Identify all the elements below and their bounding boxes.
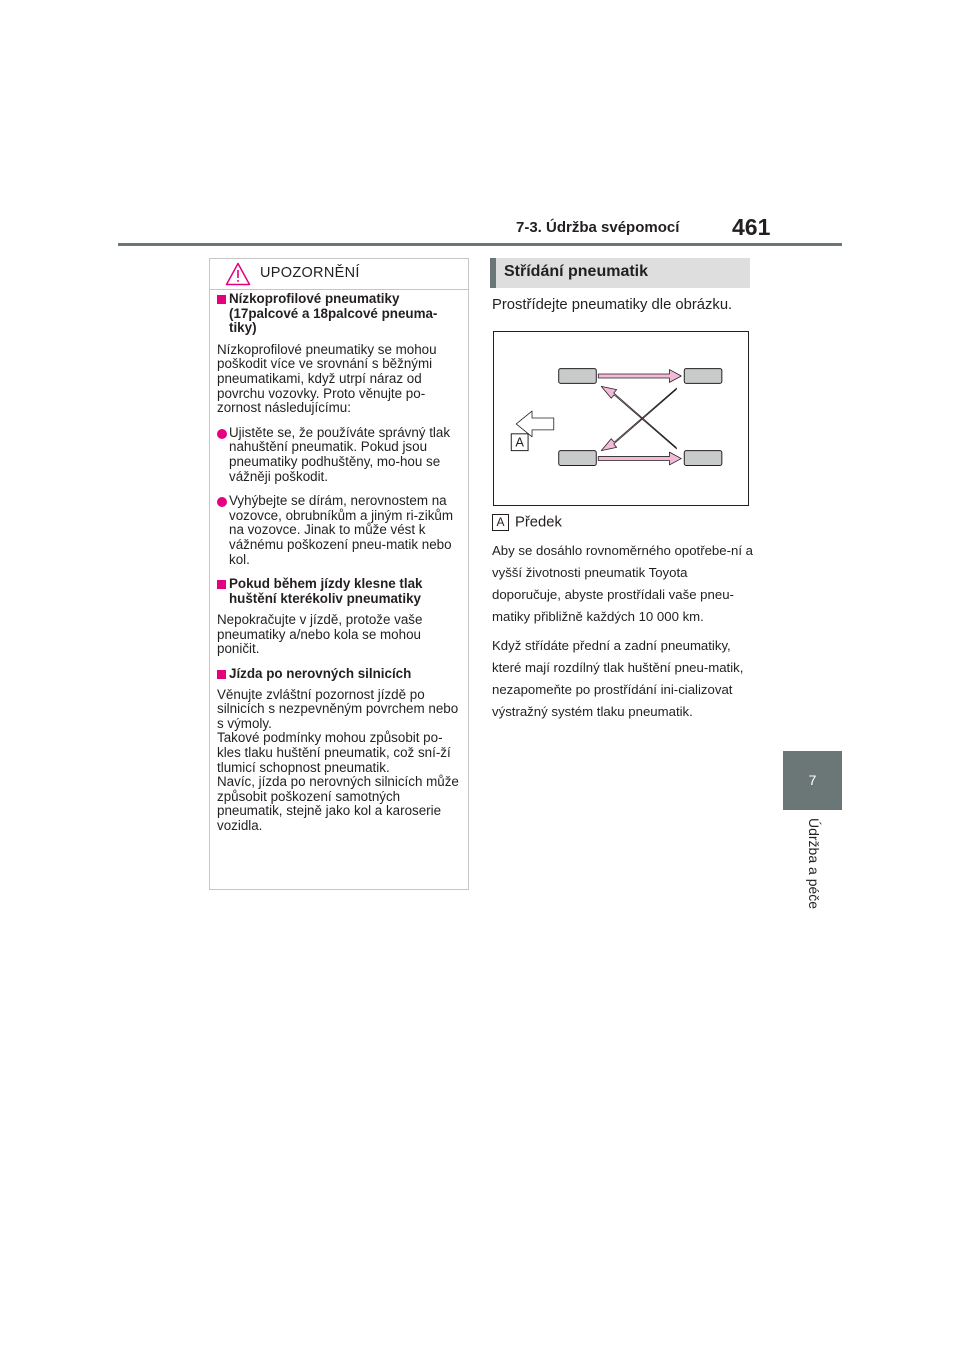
- caution-paragraph: Nepokračujte v jízdě, protože vaše pneumatiky a/nebo kola se mohou poničit.: [217, 612, 423, 657]
- legend-a-box: A: [492, 514, 509, 531]
- header-divider: [118, 243, 842, 246]
- square-bullet-icon: [217, 295, 226, 304]
- chapter-side-title: Údržba a péče: [806, 818, 822, 910]
- round-bullet-icon: [217, 429, 227, 439]
- caution-bullet: Vyhýbejte se dírám, nerovnostem na vozovce, obrubníkům a jiným ri-zikům na vozovce. Jinak to může vést k vážnému poškození pneu-matik nebo kol.: [217, 494, 462, 567]
- legend-front: [492, 514, 562, 531]
- caution-bullet: Ujistěte se, že používáte správný tlak nahuštění pneumatik. Pokud jsou pneumatiky podhuštěny, mo-hou se vážněji poškodit.: [217, 426, 462, 484]
- rotation-intro: Prostřídejte pneumatiky dle obrázku.: [492, 297, 733, 313]
- caution-heading-pressure-drop: Pokud během jízdy klesne tlak huštění kterékoliv pneumatiky: [217, 577, 462, 606]
- header-section-title: 7-3. Údržba svépomocí: [516, 219, 680, 236]
- section-heading-bar: [490, 258, 750, 288]
- rear-right-tire: [684, 451, 722, 466]
- caution-paragraph: Takové podmínky mohou způsobit po-kles tlaku huštění pneumatik, což sní-ží tlumicí schopnost pneumatik.: [217, 730, 451, 775]
- caution-heading-rough-roads: Jízda po nerovných silnicích: [217, 667, 462, 682]
- caution-paragraph: Věnujte zvláštní pozornost jízdě po silnicích s nezpevněným povrchem nebo s výmoly.: [217, 686, 459, 731]
- front-arrow: [598, 370, 681, 383]
- cross-arrow-to-front-left: [601, 386, 676, 448]
- tire-rotation-diagram: [493, 331, 749, 506]
- caution-box: [209, 258, 469, 890]
- section-title: Střídání pneumatik: [504, 263, 649, 280]
- front-left-tire: [559, 369, 597, 384]
- caution-paragraph: Navíc, jízda po nerovných silnicích může způsobit poškození samotných pneumatik, stejně jako kol a karoserie vozidla.: [217, 774, 459, 833]
- rear-arrow: [598, 452, 681, 465]
- caution-header: [210, 259, 468, 290]
- section-accent: [490, 258, 496, 288]
- legend-text: Předek: [515, 514, 562, 531]
- rear-left-tire: [559, 451, 597, 466]
- front-direction-arrow-icon: [516, 411, 554, 437]
- caution-heading-low-profile: Nízkoprofilové pneumatiky (17palcové a 18palcové pneuma-tiky): [217, 292, 462, 336]
- page-number: 461: [732, 214, 771, 240]
- chapter-tab: 7: [783, 751, 842, 810]
- caution-body: [210, 290, 468, 834]
- caution-paragraph: Nízkoprofilové pneumatiky se mohou poškodit více ve srovnání s běžnými pneumatikami, když utrpí náraz od povrchu vozovky. Proto věnujte po-zornost následujícímu:: [217, 341, 437, 416]
- rotation-paragraph: Aby se dosáhlo rovnoměrného opotřebe-ní a vyšší životnosti pneumatik Toyota doporučuje, abyste prostřídali vaše pneu-matiky přibližně každých 10 000 km.: [492, 543, 753, 624]
- round-bullet-icon: [217, 497, 227, 507]
- label-a: A: [515, 434, 524, 450]
- warning-triangle-icon: [225, 262, 251, 286]
- square-bullet-icon: [217, 580, 226, 589]
- rotation-body: [492, 540, 754, 730]
- square-bullet-icon: [217, 670, 226, 679]
- front-right-tire: [684, 369, 722, 384]
- rotation-paragraph: Když střídáte přední a zadní pneumatiky, které mají rozdílný tlak huštění pneu-matik, nezapomeňte po prostřídání ini-cializovat výstražný systém tlaku pneumatik.: [492, 638, 744, 719]
- caution-title: UPOZORNĚNÍ: [260, 265, 360, 281]
- cross-arrow-to-rear-left: [601, 388, 676, 450]
